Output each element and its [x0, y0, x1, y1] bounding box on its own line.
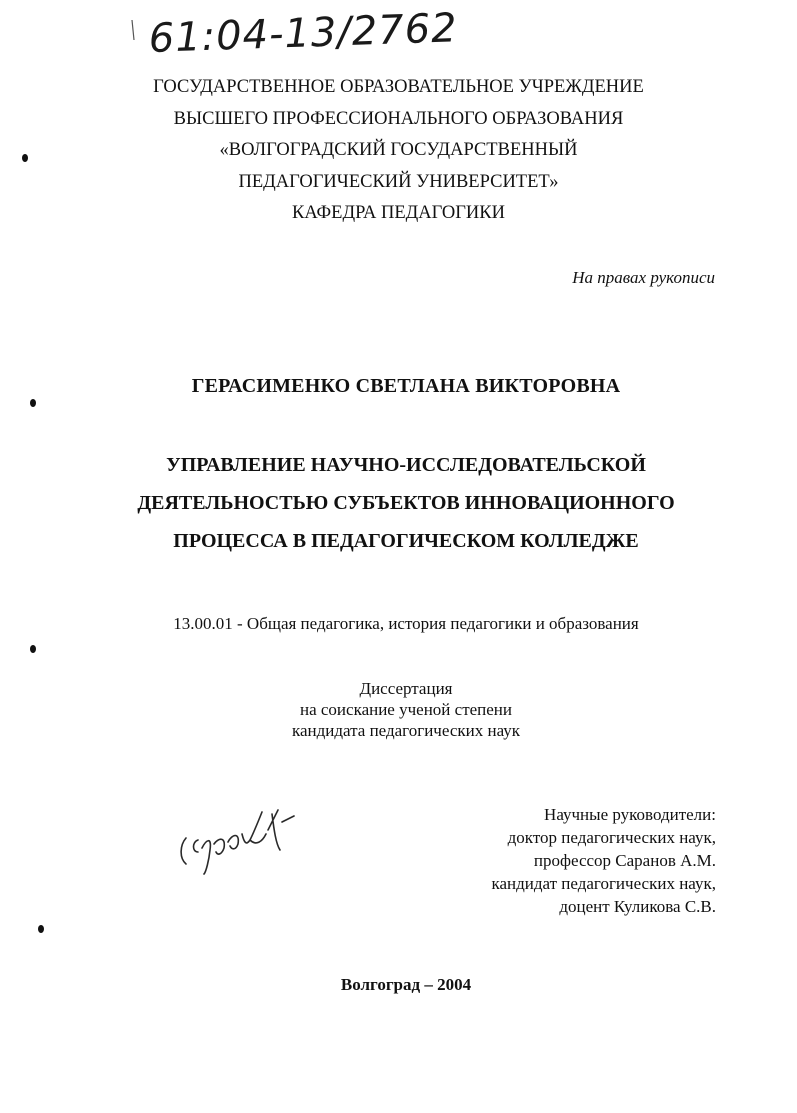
institution-line: ВЫСШЕГО ПРОФЕССИОНАЛЬНОГО ОБРАЗОВАНИЯ	[173, 108, 624, 129]
author-name: ГЕРАСИМЕНКО СВЕТЛАНА ВИКТОРОВНА	[191, 375, 621, 397]
binding-hole-mark	[20, 152, 30, 164]
specialty-code: 13.00.01 - Общая педагогика, история педагогики и образования	[173, 614, 639, 633]
pencil-tick-mark	[128, 18, 148, 42]
supervisor-line: доктор педагогических наук,	[507, 828, 716, 847]
degree-line: Диссертация	[359, 679, 453, 698]
place-and-year: Волгоград – 2004	[340, 975, 472, 994]
title-line: ПРОЦЕССА В ПЕДАГОГИЧЕСКОМ КОЛЛЕДЖЕ	[173, 530, 639, 552]
institution-line: ГОСУДАРСТВЕННОЕ ОБРАЗОВАТЕЛЬНОЕ УЧРЕЖДЕНИЕ	[153, 77, 644, 97]
supervisor-line: профессор Саранов А.М.	[533, 851, 716, 870]
dissertation-title	[0, 446, 797, 560]
department-line: КАФЕДРА ПЕДАГОГИКИ	[292, 203, 505, 223]
title-line: ДЕЯТЕЛЬНОСТЬЮ СУБЪЕКТОВ ИННОВАЦИОННОГО	[137, 492, 675, 514]
degree-line: кандидата педагогических наук	[291, 721, 521, 740]
degree-block	[0, 678, 797, 741]
binding-hole-mark	[28, 397, 38, 409]
title-line: УПРАВЛЕНИЕ НАУЧНО-ИССЛЕДОВАТЕЛЬСКОЙ	[166, 454, 646, 476]
degree-line: на соискание ученой степени	[299, 700, 513, 719]
institution-block	[0, 72, 797, 230]
supervisor-line: доцент Куликова С.В.	[559, 897, 716, 916]
archive-code: 61:04-13/2762	[148, 5, 459, 62]
binding-hole-mark	[36, 923, 46, 935]
institution-line: «ВОЛГОГРАДСКИЙ ГОСУДАРСТВЕННЫЙ	[219, 140, 578, 160]
supervisors-block	[491, 803, 716, 918]
manuscript-note: На правах рукописи	[572, 268, 715, 287]
handwritten-signature	[176, 800, 316, 880]
binding-hole-mark	[28, 643, 38, 655]
supervisors-heading: Научные руководители:	[544, 805, 716, 824]
supervisor-line: кандидат педагогических наук,	[491, 874, 716, 893]
institution-line: ПЕДАГОГИЧЕСКИЙ УНИВЕРСИТЕТ»	[238, 171, 559, 192]
